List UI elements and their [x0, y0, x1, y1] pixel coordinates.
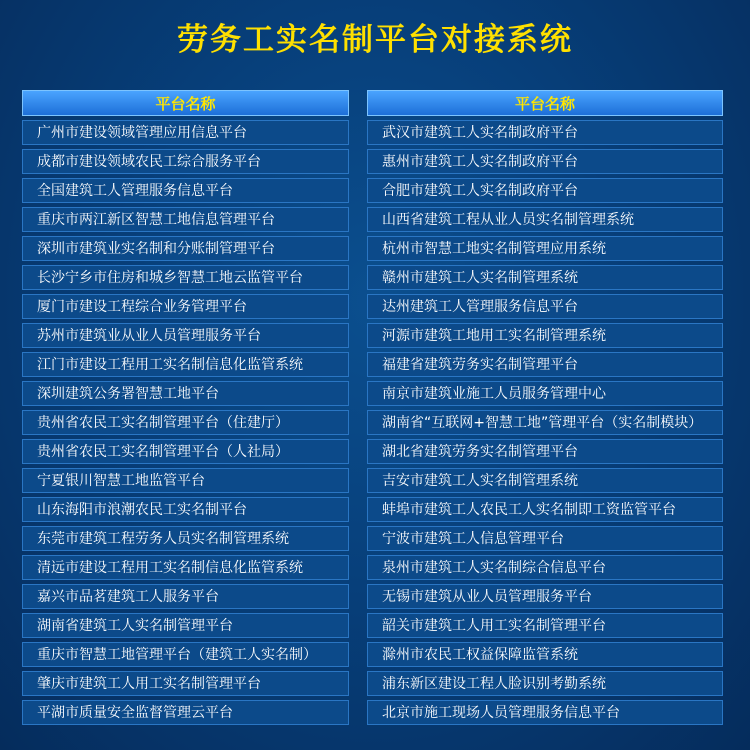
list-item: 武汉市建筑工人实名制政府平台 — [367, 120, 723, 145]
list-item: 吉安市建筑工人实名制管理系统 — [367, 468, 723, 493]
list-item: 滁州市农民工权益保障监管系统 — [367, 642, 723, 667]
list-item: 达州建筑工人管理服务信息平台 — [367, 294, 723, 319]
list-item: 清远市建设工程用工实名制信息化监管系统 — [22, 555, 349, 580]
list-item: 平湖市质量安全监督管理云平台 — [22, 700, 349, 725]
list-item: 厦门市建设工程综合业务管理平台 — [22, 294, 349, 319]
list-item: 宁夏银川智慧工地监管平台 — [22, 468, 349, 493]
list-item: 福建省建筑劳务实名制管理平台 — [367, 352, 723, 377]
list-item: 湖南省建筑工人实名制管理平台 — [22, 613, 349, 638]
page-title: 劳务工实名制平台对接系统 — [177, 22, 573, 58]
list-item: 深圳市建筑业实名制和分账制管理平台 — [22, 236, 349, 261]
list-item: 重庆市智慧工地管理平台（建筑工人实名制） — [22, 642, 349, 667]
list-item: 合肥市建筑工人实名制政府平台 — [367, 178, 723, 203]
list-item: 山东海阳市浪潮农民工实名制平台 — [22, 497, 349, 522]
list-item: 全国建筑工人管理服务信息平台 — [22, 178, 349, 203]
list-item: 无锡市建筑从业人员管理服务平台 — [367, 584, 723, 609]
list-item: 广州市建设领域管理应用信息平台 — [22, 120, 349, 145]
list-item: 嘉兴市品茗建筑工人服务平台 — [22, 584, 349, 609]
left-platform-list — [22, 90, 349, 729]
list-item: 肇庆市建筑工人用工实名制管理平台 — [22, 671, 349, 696]
list-item: 泉州市建筑工人实名制综合信息平台 — [367, 555, 723, 580]
list-item: 山西省建筑工程从业人员实名制管理系统 — [367, 207, 723, 232]
list-item: 北京市施工现场人员管理服务信息平台 — [367, 700, 723, 725]
list-item: 湖南省“互联网+智慧工地”管理平台（实名制模块） — [367, 410, 723, 435]
list-item: 苏州市建筑业从业人员管理服务平台 — [22, 323, 349, 348]
list-item: 宁波市建筑工人信息管理平台 — [367, 526, 723, 551]
list-item: 南京市建筑业施工人员服务管理中心 — [367, 381, 723, 406]
list-item: 成都市建设领域农民工综合服务平台 — [22, 149, 349, 174]
list-item: 重庆市两江新区智慧工地信息管理平台 — [22, 207, 349, 232]
list-item: 赣州市建筑工人实名制管理系统 — [367, 265, 723, 290]
list-item: 江门市建设工程用工实名制信息化监管系统 — [22, 352, 349, 377]
list-item: 惠州市建筑工人实名制政府平台 — [367, 149, 723, 174]
list-item: 贵州省农民工实名制管理平台（住建厅） — [22, 410, 349, 435]
right-platform-list — [367, 90, 723, 729]
list-item: 韶关市建筑工人用工实名制管理平台 — [367, 613, 723, 638]
list-item: 蚌埠市建筑工人农民工人实名制即工资监管平台 — [367, 497, 723, 522]
left-column-header: 平台名称 — [22, 90, 349, 116]
list-item: 长沙宁乡市住房和城乡智慧工地云监管平台 — [22, 265, 349, 290]
list-item: 河源市建筑工地用工实名制管理系统 — [367, 323, 723, 348]
list-item: 东莞市建筑工程劳务人员实名制管理系统 — [22, 526, 349, 551]
list-item: 杭州市智慧工地实名制管理应用系统 — [367, 236, 723, 261]
list-item: 湖北省建筑劳务实名制管理平台 — [367, 439, 723, 464]
list-item: 深圳建筑公务署智慧工地平台 — [22, 381, 349, 406]
list-item: 贵州省农民工实名制管理平台（人社局） — [22, 439, 349, 464]
right-column-header: 平台名称 — [367, 90, 723, 116]
list-item: 浦东新区建设工程人脸识别考勤系统 — [367, 671, 723, 696]
